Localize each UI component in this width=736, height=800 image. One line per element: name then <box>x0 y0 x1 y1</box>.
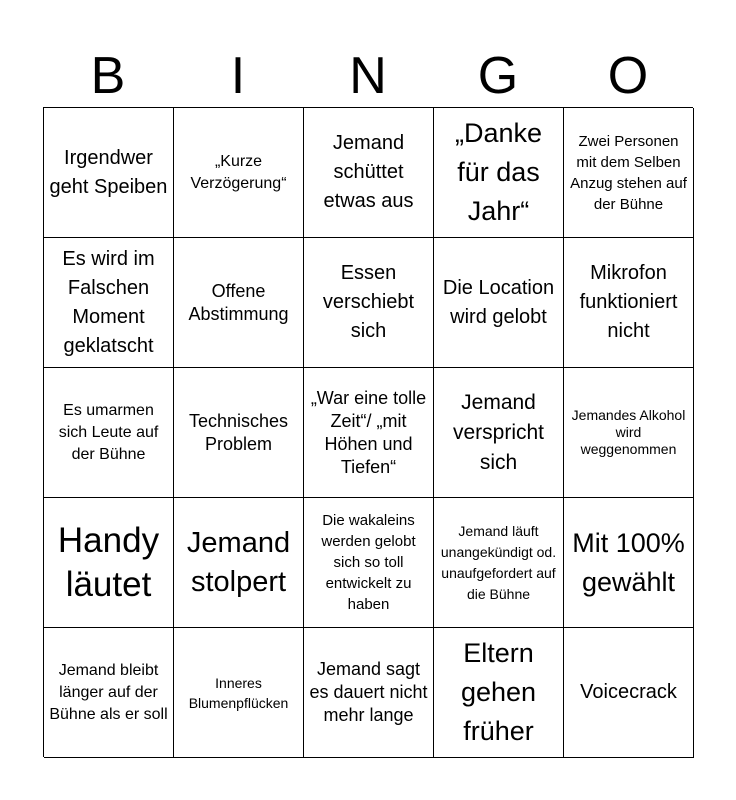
bingo-cell[interactable] <box>564 108 694 238</box>
bingo-cell[interactable] <box>174 628 304 758</box>
bingo-cell[interactable] <box>174 238 304 368</box>
bingo-card <box>43 107 693 757</box>
cell-text: „Danke für das Jahr“ <box>454 118 543 226</box>
bingo-cell[interactable] <box>304 108 434 238</box>
cell-text: Handy läutet <box>57 520 160 604</box>
bingo-cell[interactable] <box>44 108 174 238</box>
bingo-cell[interactable] <box>434 108 564 238</box>
cell-text: Mikrofon funktioniert nicht <box>579 262 678 342</box>
cell-text: Mit 100% gewählt <box>572 527 685 597</box>
bingo-cell[interactable] <box>174 108 304 238</box>
bingo-cell[interactable] <box>564 368 694 498</box>
cell-text: Es wird im Falschen Moment geklatscht <box>62 247 155 357</box>
cell-text: Offene Abstimmung <box>188 280 289 324</box>
cell-text: Irgendwer geht Speiben <box>49 146 168 198</box>
cell-text: Es umarmen sich Leute auf der Bühne <box>58 401 159 463</box>
cell-text: Eltern gehen früher <box>460 638 537 746</box>
title-letter-i: I <box>230 47 246 105</box>
title-letter-n: N <box>349 47 387 105</box>
bingo-cell[interactable] <box>44 368 174 498</box>
cell-text: Voicecrack <box>580 681 677 703</box>
bingo-cell[interactable] <box>564 498 694 628</box>
cell-text: Essen verschiebt sich <box>322 262 415 342</box>
title-letter-o: O <box>607 47 649 105</box>
bingo-cell[interactable] <box>434 238 564 368</box>
cell-text: Zwei Personen mit dem Selben Anzug stehen auf der Bühne <box>570 132 687 213</box>
bingo-cell[interactable] <box>174 368 304 498</box>
cell-text: Die wakaleins werden gelobt sich so toll entwickelt zu haben <box>321 512 416 613</box>
cell-text: Jemand bleibt länger auf der Bühne als er soll <box>49 661 168 723</box>
bingo-cell[interactable] <box>44 498 174 628</box>
bingo-cell[interactable] <box>304 628 434 758</box>
title-letter-b: B <box>90 47 126 105</box>
bingo-cell[interactable] <box>174 498 304 628</box>
cell-text: Jemand läuft unangekündigt od. unaufgefordert auf die Bühne <box>440 522 557 602</box>
cell-text: Jemand stolpert <box>186 526 291 598</box>
bingo-cell[interactable] <box>564 238 694 368</box>
cell-text: Die Location wird gelobt <box>442 276 555 328</box>
bingo-cell[interactable] <box>44 238 174 368</box>
bingo-title <box>43 48 693 104</box>
bingo-cell[interactable] <box>434 628 564 758</box>
cell-text: Jemand schüttet etwas aus <box>323 132 414 212</box>
bingo-cell[interactable] <box>44 628 174 758</box>
bingo-cell[interactable] <box>304 368 434 498</box>
cell-text: „Kurze Verzögerung“ <box>190 152 287 192</box>
title-letter-g: G <box>477 47 519 105</box>
cell-text: „War eine tolle Zeit“/ „mit Höhen und Tiefen“ <box>310 387 427 477</box>
bingo-cell[interactable] <box>434 498 564 628</box>
cell-text: Technisches Problem <box>188 410 289 454</box>
cell-text: Jemandes Alkohol wird weggenommen <box>571 407 686 457</box>
bingo-cell[interactable] <box>304 238 434 368</box>
cell-text: Jemand verspricht sich <box>452 390 545 474</box>
cell-text: Inneres Blumenpflücken <box>188 674 289 711</box>
bingo-cell[interactable] <box>434 368 564 498</box>
bingo-cell[interactable] <box>564 628 694 758</box>
cell-text: Jemand sagt es dauert nicht mehr lange <box>309 659 428 725</box>
bingo-cell[interactable] <box>304 498 434 628</box>
